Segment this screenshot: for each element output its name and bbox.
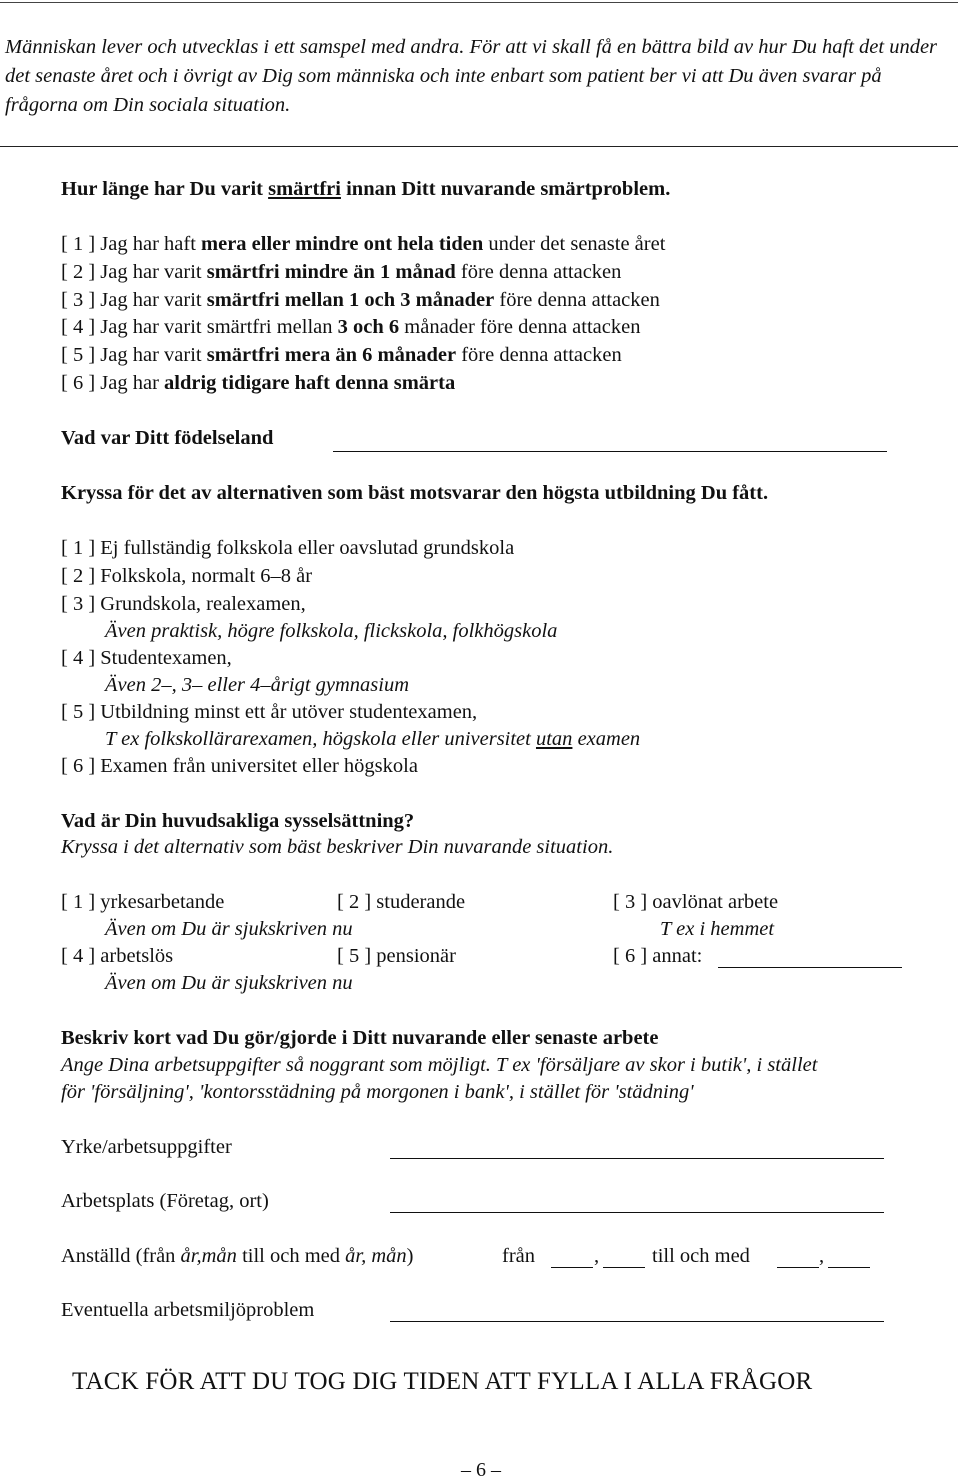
pain-option-6[interactable] <box>61 372 455 395</box>
occupation-option-1[interactable]: [ 1 ] yrkesarbetande <box>61 891 225 913</box>
note-text: examen <box>572 728 641 750</box>
education-option-4-note: Även 2–, 3– eller 4–årigt gymnasium <box>105 674 410 696</box>
education-option-5-note <box>105 728 640 751</box>
occupation-instruction: Kryssa i det alternativ som bäst beskriver Din nuvarande situation. <box>61 836 614 858</box>
education-question: Kryssa för det av alternativen som bäst motsvarar den högsta utbildning Du fått. <box>61 482 769 504</box>
option-bold: mera eller mindre ont hela tiden <box>201 233 484 255</box>
option-text: [ 6 ] Jag har <box>61 372 165 394</box>
option-bold: smärtfri mellan 1 och 3 månader <box>206 289 495 311</box>
education-option-2[interactable]: [ 2 ] Folkskola, normalt 6–8 år <box>61 565 313 587</box>
occupation-option-4[interactable]: [ 4 ] arbetslös <box>61 945 174 967</box>
page-number-value: 6 <box>476 1459 486 1481</box>
question-text: Hur länge har Du varit <box>61 178 269 200</box>
education-option-5[interactable]: [ 5 ] Utbildning minst ett år utöver studentexamen, <box>61 701 478 723</box>
occupation-option-5[interactable]: [ 5 ] pensionär <box>337 945 456 967</box>
birthplace-field[interactable] <box>333 451 887 452</box>
pain-free-question <box>61 178 670 201</box>
label-text: till och med <box>236 1245 346 1267</box>
until-comma: , <box>819 1245 825 1267</box>
pain-option-2[interactable] <box>61 261 621 284</box>
workplace-field[interactable] <box>390 1212 884 1213</box>
pain-option-3[interactable] <box>61 289 660 312</box>
intro-text: Människan lever och utvecklas i ett samspel med andra. För att vi skall få en bättra bild av hur Du haft det under det senaste året och i övrigt av Dig som människa och inte enbart som patient ber vi att Du även svarar på frågorna om Din sociala situation. <box>5 36 938 116</box>
question-text-underlined: smärtfri <box>268 178 341 200</box>
job-description-instruction-line-1: Ange Dina arbetsuppgifter så noggrant som möjligt. T ex 'försäljare av skor i butik', i stället <box>61 1054 818 1076</box>
option-text: under det senaste året <box>483 233 666 255</box>
birthplace-label: Vad var Ditt födelseland <box>61 427 274 449</box>
job-description-instruction-line-2: för 'försäljning', 'kontorsstädning på morgonen i bank', i stället för 'städning' <box>61 1081 694 1103</box>
pain-option-1[interactable] <box>61 233 665 256</box>
option-bold: smärtfri mindre än 1 månad <box>206 261 456 283</box>
section-divider <box>0 146 958 147</box>
top-rule <box>0 2 958 3</box>
option-bold: aldrig tidigare haft denna smärta <box>164 372 456 394</box>
from-label: från <box>502 1245 536 1267</box>
education-option-4[interactable]: [ 4 ] Studentexamen, <box>61 647 232 669</box>
job-description-question: Beskriv kort vad Du gör/gjorde i Ditt nuvarande eller senaste arbete <box>61 1027 659 1049</box>
workplace-label: Arbetsplats (Företag, ort) <box>61 1190 269 1212</box>
education-option-3-note: Även praktisk, högre folkskola, flickskola, folkhögskola <box>105 620 558 642</box>
education-option-6[interactable]: [ 6 ] Examen från universitet eller högskola <box>61 755 418 777</box>
occupation-question: Vad är Din huvudsakliga sysselsättning? <box>61 810 415 832</box>
occupation-tasks-field[interactable] <box>390 1158 884 1159</box>
label-text: ) <box>406 1245 414 1267</box>
from-comma: , <box>594 1245 600 1267</box>
label-text: Anställd (från <box>61 1245 181 1267</box>
work-environment-problems-field[interactable] <box>390 1321 884 1322</box>
option-text: månader före denna attacken <box>399 316 641 338</box>
from-year-field[interactable] <box>551 1267 593 1268</box>
from-month-field[interactable] <box>603 1267 645 1268</box>
until-year-field[interactable] <box>777 1267 819 1268</box>
education-option-3[interactable]: [ 3 ] Grundskola, realexamen, <box>61 593 306 615</box>
until-label: till och med <box>652 1245 750 1267</box>
pain-option-5[interactable] <box>61 344 622 367</box>
option-bold: 3 och 6 <box>337 316 400 338</box>
option-text: [ 1 ] Jag har haft <box>61 233 202 255</box>
employment-period-label <box>61 1245 413 1268</box>
occupation-option-3-note: T ex i hemmet <box>660 918 775 940</box>
page-number: – 6 – <box>461 1459 501 1481</box>
label-text-italic: år, mån <box>345 1245 407 1267</box>
pain-option-4[interactable] <box>61 316 640 339</box>
education-option-1[interactable]: [ 1 ] Ej fullständig folkskola eller oavslutad grundskola <box>61 537 515 559</box>
until-month-field[interactable] <box>828 1267 870 1268</box>
option-text: [ 5 ] Jag har varit <box>61 344 207 366</box>
option-text: före denna attacken <box>456 344 622 366</box>
option-text: före denna attacken <box>455 261 622 283</box>
option-text: före denna attacken <box>494 289 660 311</box>
option-text: [ 3 ] Jag har varit <box>61 289 207 311</box>
occupation-option-6[interactable]: [ 6 ] annat: <box>613 945 703 967</box>
question-text: innan Ditt nuvarande smärtproblem. <box>340 178 671 200</box>
option-bold: smärtfri mera än 6 månader <box>206 344 457 366</box>
note-text: T ex folkskollärarexamen, högskola eller universitet <box>105 728 536 750</box>
occupation-option-4-note: Även om Du är sjukskriven nu <box>105 972 353 994</box>
option-text: [ 2 ] Jag har varit <box>61 261 207 283</box>
occupation-tasks-label: Yrke/arbetsuppgifter <box>61 1136 232 1158</box>
label-text-italic: år,mån <box>180 1245 237 1267</box>
other-occupation-field[interactable] <box>718 967 902 968</box>
option-text: [ 4 ] Jag har varit smärtfri mellan <box>61 316 338 338</box>
thank-you-footer: TACK FÖR ATT DU TOG DIG TIDEN ATT FYLLA I ALLA FRÅGOR <box>72 1368 813 1395</box>
work-environment-problems-label: Eventuella arbetsmiljöproblem <box>61 1299 315 1321</box>
occupation-option-1-note: Även om Du är sjukskriven nu <box>105 918 353 940</box>
note-text-underlined: utan <box>535 728 573 750</box>
occupation-option-2[interactable]: [ 2 ] studerande <box>337 891 466 913</box>
occupation-option-3[interactable]: [ 3 ] oavlönat arbete <box>613 891 779 913</box>
